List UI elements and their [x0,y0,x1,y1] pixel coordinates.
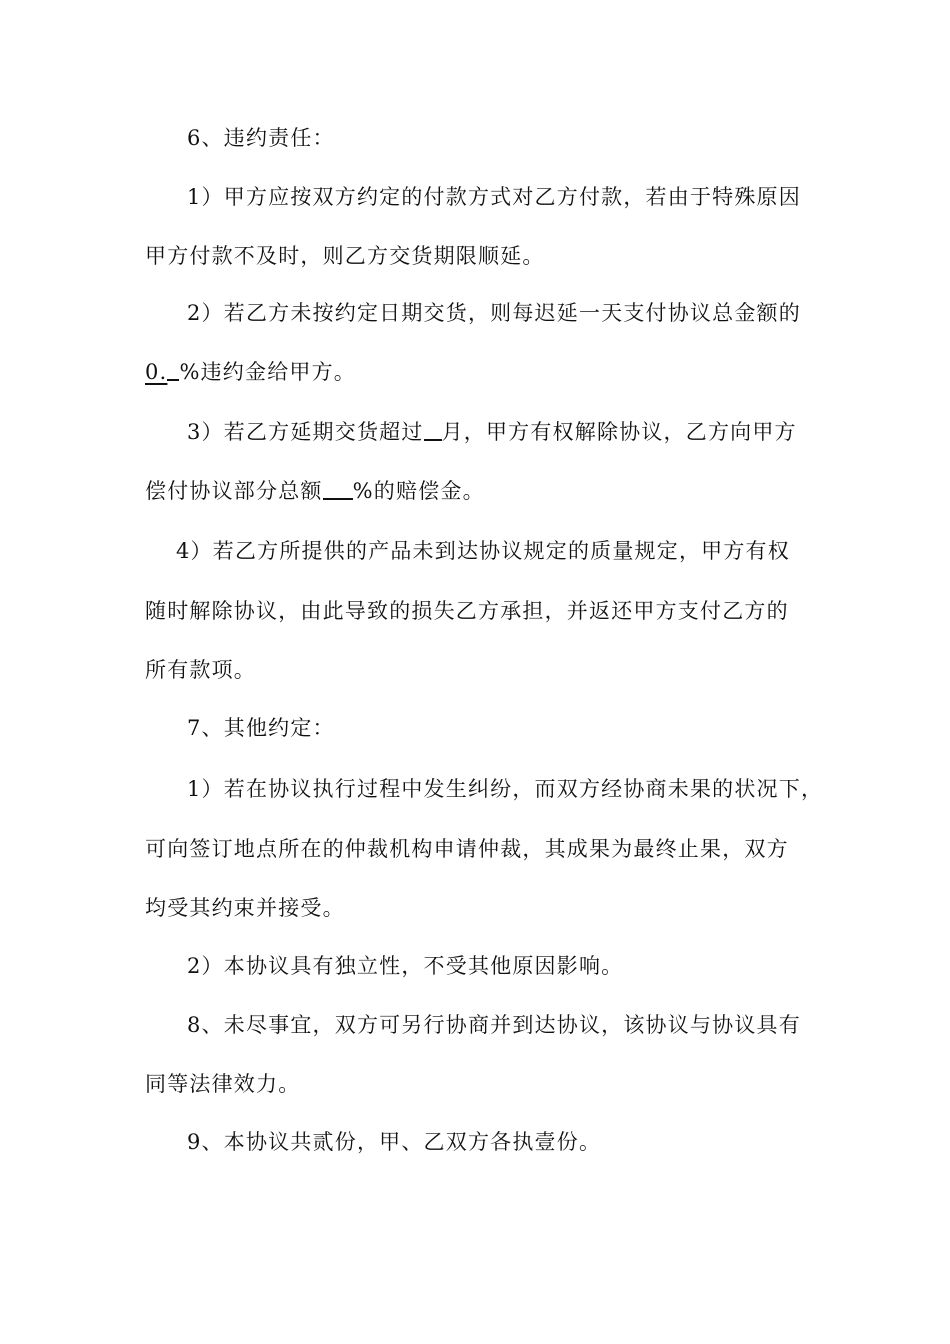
clause-6-2-line-1: 2）若乙方未按约定日期交货，则每迟延一天支付协议总金额的 [187,301,801,325]
penalty-rate-blank [167,359,179,381]
clause-6-3-line-2 [145,476,485,506]
clause-6-2-line-2 [145,357,356,387]
penalty-rate-value: 0. [145,360,168,384]
section-6-heading: 6、违约责任： [187,126,335,150]
clause-7-2: 2）本协议具有独立性，不受其他原因影响。 [187,954,624,978]
clause-6-1-line-1: 1）甲方应按双方约定的付款方式对乙方付款，若由于特殊原因 [187,185,801,209]
clause-7-1-line-3: 均受其约束并接受。 [145,896,345,920]
clause-6-4-line-1: 4）若乙方所提供的产品未到达协议规定的质量规定，甲方有权 [176,539,790,563]
months-blank [424,419,442,441]
compensation-percent-blank [323,478,353,500]
clause-6-1-line-2: 甲方付款不及时，则乙方交货期限顺延。 [145,244,545,268]
clause-6-3-line-1 [187,417,797,447]
clause-6-3-line-2-suffix: %的赔偿金。 [352,479,485,503]
clause-6-3-line-2-prefix: 偿付协议部分总额 [145,479,323,503]
clause-7-1-line-2: 可向签订地点所在的仲裁机构申请仲裁，其成果为最终止果，双方 [145,837,789,861]
penalty-rate-suffix: %违约金给甲方。 [179,360,356,384]
clause-6-3-prefix: 3）若乙方延期交货超过 [187,420,424,444]
section-7-heading: 7、其他约定： [187,716,335,740]
section-9: 9、本协议共贰份，甲、乙双方各执壹份。 [187,1130,602,1154]
section-8-line-1: 8、未尽事宜，双方可另行协商并到达协议，该协议与协议具有 [187,1013,801,1037]
section-8-line-2: 同等法律效力。 [145,1072,301,1096]
clause-7-1-line-1: 1）若在协议执行过程中发生纠纷，而双方经协商未果的状况下， [187,777,824,801]
clause-6-3-suffix: 月，甲方有权解除协议，乙方向甲方 [441,420,797,444]
clause-6-4-line-3: 所有款项。 [145,658,256,682]
clause-6-4-line-2: 随时解除协议，由此导致的损失乙方承担，并返还甲方支付乙方的 [145,599,789,623]
